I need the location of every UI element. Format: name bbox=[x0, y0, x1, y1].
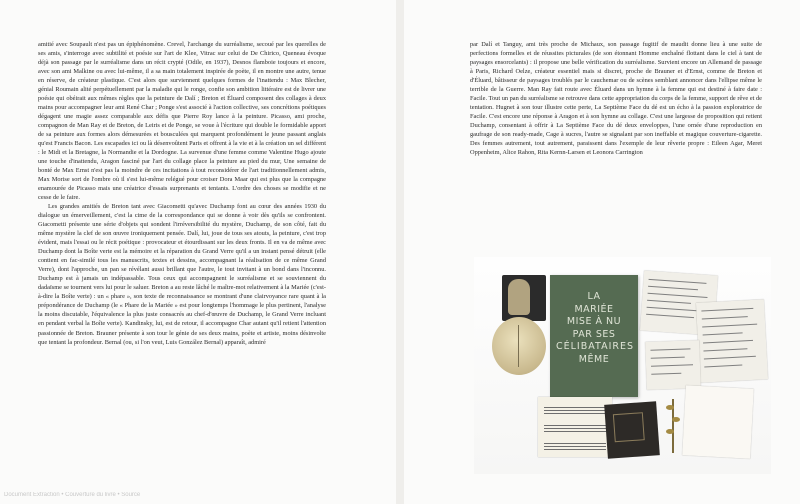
white-card-sheet bbox=[682, 385, 754, 458]
paragraph: Les grandes amitiés de Breton tant avec Giacometti qu'avec Duchamp font au cœur des années 1930 du dialogue un émerveillement, c'est la cime de la correspondance qui se donne à voir dès qu'ils se confrontent. Giacometti présente une série d'objets qui sondent l'irréversibilité du mystère, Duchamp, de son côté, fait du même mystère la clef de son œuvre ironiquement pensée. Dalí, lui, joue de tous ses atouts, la peinture, c'est trop évident, mais l'essai ou le récit poétique : provocateur et étourdissant sur les deux fronts. Il en va de même avec Duchamp dont la Boîte verte est la mémoire et la réparation du Grand Verre qu'il a un instant pensé détruit (elle contient en fac-similé tous les manuscrits, textes et dessins, accompagnant la réalisation de ce même Grand Verre), dont l'approche, un pan se révélant aussi brillant que l'autre, le tout invitant à un bond dans l'inconnu. Duchamp est à jamais un indépassable. Tous ceux qui accompagnent le surréalisme et se souviennent du dadaïsme se tournent vers lui pour le saluer. Breton a au reste lâché le maître-mot relativement à la Mariée (c'est-à-dire la Boîte verte) : un « phare », son texte de reconnaissance se montrant d'une clairvoyance rare quant à la prépondérance de Duchamp (le « Phare de la Mariée » est pour longtemps l'hommage le plus pertinent, l'analyse la moins discutable, l'équivalence la plus juste consacrés au chef-d'œuvre de Duchamp, le Grand Verre incluant en pendant verbal la Boîte verte). Kandinsky, lui, est de retour, il accompagne Char autant qu'il retient l'attention passionnée de Breton. Brauner présente à son tour le génie de ses deux mains, poète et artiste, moins désinvolte que tentant la profondeur. Bernal (ou, si l'on veut, Luis González Bernal) apparaît, admiré bbox=[38, 203, 326, 346]
book-title-line: LA bbox=[587, 291, 601, 302]
book-gutter bbox=[396, 0, 404, 504]
handwritten-sheet bbox=[645, 340, 701, 390]
book-title-line: MISE À NU bbox=[566, 316, 622, 327]
left-text-column bbox=[38, 40, 326, 347]
dark-booklet bbox=[604, 401, 660, 458]
book-title-line: CÉLIBATAIRES bbox=[556, 341, 635, 352]
gold-disc-object bbox=[492, 317, 546, 375]
dark-card-object bbox=[502, 275, 546, 321]
right-text-column bbox=[470, 40, 762, 157]
page-footer: Document Extraction • Couverture du livre • Source bbox=[4, 492, 141, 498]
artwork-photograph bbox=[474, 257, 771, 474]
dried-flower-object bbox=[666, 395, 680, 453]
book-title-line: MARIÉE bbox=[574, 303, 614, 315]
book-title-line: PAR SES bbox=[572, 328, 616, 340]
music-score-sheet bbox=[538, 397, 612, 457]
paragraph: par Dalí et Tanguy, ami très proche de Michaux, son passage fugitif de maudit donne lieu à une suite de perfections formelles et de réussites picturales (de son étonnant Homme enchaîné flottant dans le ciel à tant de paysages ensorcelants) : il propose une belle vérification du surréalisme. Survient encore un Allemand de passage à Paris, Richard Oelze, créateur essentiel mais si discret, proche de Brauner et d'Ernst, comme de Breton et d'Éluard, bâtisseur de paysages troublés par le cauchemar ou de scènes semblant annoncer dans l'ellipse même le terrible de la Guerre. Man Ray fait route avec Éluard dans un hymne à la femme qui est destiné à faire date : Facile. Tout un pan du surréalisme se retrouve dans cette appropriation du corps de la femme, support de rêve et de tentation. Hugnet à son tour illustre cette perte, La Septième Face du dé est un écho à la passion exploratrice de Facile. C'est encore une réponse à Aragon et à son hymne au collage. C'est une largesse de proposition qui retient Duchamp, consentant à offrir à La Septième Face du dé deux enveloppes, l'une ornée d'une reproduction en gaufrage de son ready-made, Cage à sucres, l'autre se signalant par son ineffable et magique couverture-cigarette. Des femmes autrement, tout autrement, paraissent dans l'exemple de leur rêverie propre : Eileen Agar, Meret Oppenheim, Alice Rahon, Rita Kernn-Larsen et Leonora Carrington bbox=[470, 41, 762, 157]
green-book-cover bbox=[550, 275, 638, 397]
green-book-title bbox=[556, 291, 635, 366]
paragraph: amitié avec Soupault n'est pas un épiphénomène. Crevel, l'archange du surréalisme, secoué par les querelles de ses amis, s'interroge avec subtilité et poésie sur l'art de Klee, Vitrac sur celui de De Chirico, Queneau évoque déjà son passage par le surréalisme dans un récit crypté (Odile, en 1937), Desnos flamboie toujours et encore, avec son ami Malkine ou avec lui-même, il a sa main totalement inspirée de poète, il en montre une autre, tenue en réserve, de créateur plastique. C'est alors que surviennent quelques formes de l'inattendu : Max Blecher, génial Roumain alité perpétuellement par la maladie qui le ronge, confie son ambition littéraire est de livrer une poésie qui obéirait aux mêmes règles que la peinture de Dalí ; Breton et Éluard composent des collages à deux mains pour accompagner leur ami René Char ; Ponge s'est associé à l'action collective, ses concrétions poétiques dégagent une magie assez comparable aux défis que Pierre Roy lance à la peinture. Picasso, ami proche, compagnon de Man Ray et de Breton, de Leiris et de Ponge, se voue à l'écriture qui double le formidable apport de sa peinture aux formes alors démesurées et bousculées qui marquent profondément le jeune passant anglais qu'est Francis Bacon. Les escapades ici ou là désenvoûtent Paris et offrent à la vie et à la création un sel différent : le Midi et la Bretagne, la Normandie et la Dordogne. La survenue d'une femme comme Valentine Hugo ajoute une touche d'inattendu, Aragon fasciné par l'art du collage place la peinture au pied du mur, Une semaine de bonté de Max Ernst n'est pas la moindre de ces incitations à tout reconsidérer de l'art traditionnellement admis, Max Morise sort de l'ombre où il s'est lui-même relégué pour croiser Dora Maar qui est plus que la compagne enamourée de Picasso mais une créatrice d'essais surprenants et tentants. L'ordre des choses se modifie et ne cesse de le faire. bbox=[38, 41, 326, 202]
book-title-line: MÊME bbox=[578, 353, 610, 365]
handwritten-sheet bbox=[696, 299, 768, 382]
